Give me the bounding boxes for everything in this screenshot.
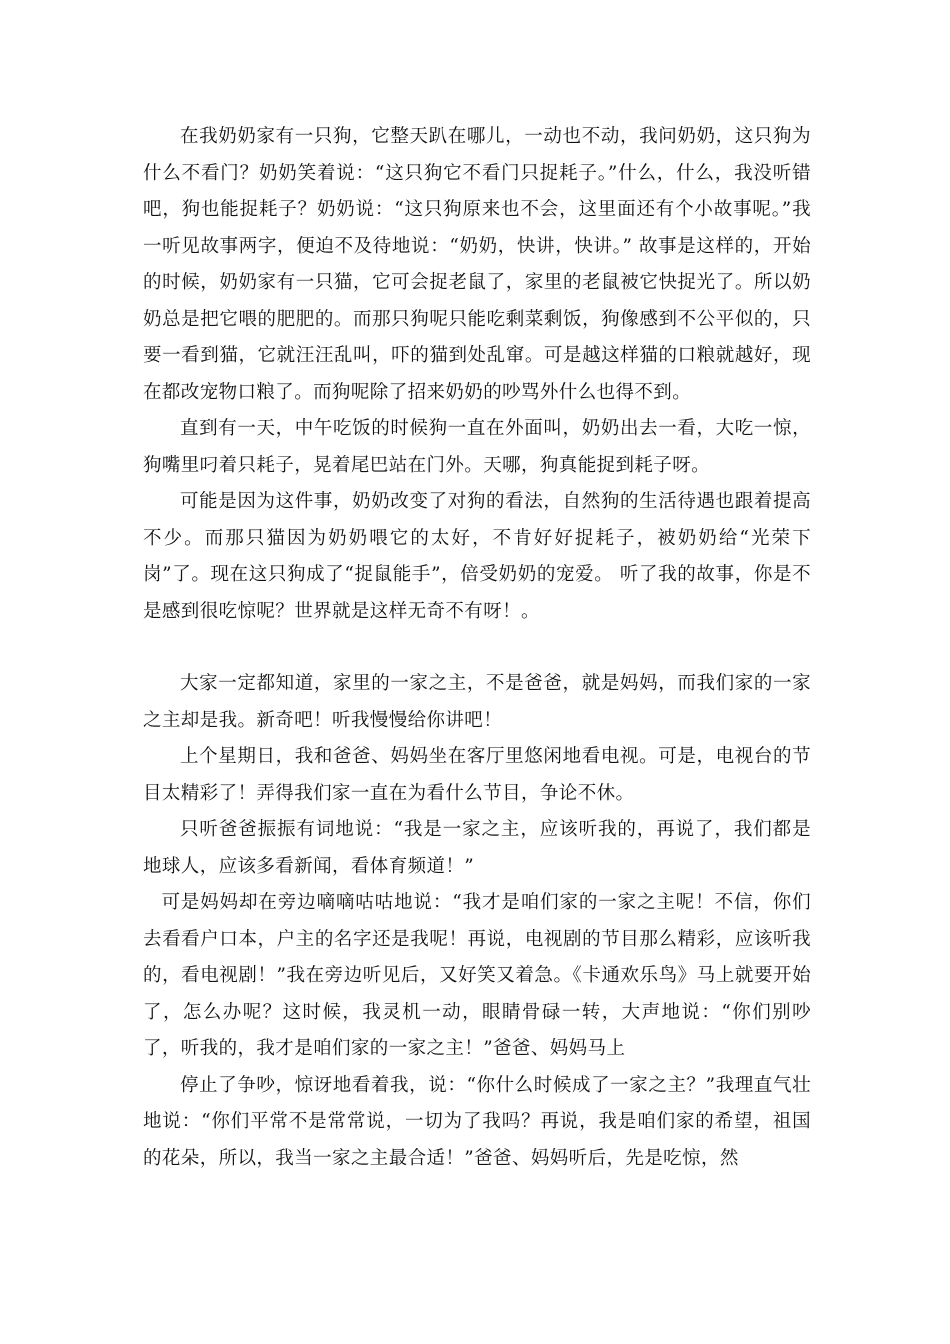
story1-paragraph-1: 在我奶奶家有一只狗，它整天趴在哪儿，一动也不动，我问奶奶，这只狗为什么不看门？奶奶笑着说：“这只狗它不看门只捉耗子。”什么，什么，我没听错吧，狗也能捉耗子？奶奶说：“这只狗原来也不会，这里面还有个小故事呢。”我一听见故事两字，便迫不及待地说：“奶奶，快讲，快讲。” 故事是这样的，开始的时候，奶奶家有一只猫，它可会捉老鼠了，家里的老鼠被它快捉光了。所以奶奶总是把它喂的肥肥的。而那只狗呢只能吃剩菜剩饭，狗像感到不公平似的，只要一看到猫，它就汪汪乱叫，吓的猫到处乱窜。可是越这样猫的口粮就越好，现在都改宠物口粮了。而狗呢除了招来奶奶的吵骂外什么也得不到。 <box>143 126 811 403</box>
story2-paragraph-2: 上个星期日，我和爸爸、妈妈坐在客厅里悠闲地看电视。可是，电视台的节目太精彩了！弄得我们家一直在为看什么节目，争论不休。 <box>143 746 811 804</box>
story1-paragraph-2: 直到有一天，中午吃饭的时候狗一直在外面叫，奶奶出去一看，大吃一惊，狗嘴里叼着只耗子，晃着尾巴站在门外。天哪，狗真能捉到耗子呀。 <box>143 418 811 476</box>
story1-paragraph-3: 可能是因为这件事，奶奶改变了对狗的看法，自然狗的生活待遇也跟着提高不少。而那只猫因为奶奶喂它的太好，不肯好好捉耗子，被奶奶给“光荣下岗”了。现在这只狗成了“捉鼠能手”，倍受奶奶的宠爱。 听了我的故事，你是不是感到很吃惊呢？世界就是这样无奇不有呀！。 <box>143 491 811 622</box>
section-gap <box>143 630 811 666</box>
story2-paragraph-4: 可是妈妈却在旁边嘀嘀咕咕地说：“我才是咱们家的一家之主呢！不信，你们去看看户口本，户主的名字还是我呢！再说，电视剧的节目那么精彩，应该听我的，看电视剧！”我在旁边听见后，又好笑又着急。《卡通欢乐鸟》马上就要开始了，怎么办呢？这时候，我灵机一动，眼睛骨碌一转，大声地说：“你们别吵了，听我的，我才是咱们家的一家之主！”爸爸、妈妈马上 <box>143 892 811 1059</box>
story2-paragraph-3: 只听爸爸振振有词地说：“我是一家之主，应该听我的，再说了，我们都是地球人，应该多看新闻，看体育频道！” <box>143 819 811 877</box>
document-body <box>143 119 811 1177</box>
story2-paragraph-5: 停止了争吵，惊讶地看着我，说：“你什么时候成了一家之主？”我理直气壮地说：“你们平常不是常常说，一切为了我吗？再说，我是咱们家的希望，祖国的花朵，所以，我当一家之主最合适！”爸爸、妈妈听后，先是吃惊，然 <box>143 1074 811 1169</box>
story2-paragraph-1: 大家一定都知道，家里的一家之主，不是爸爸，就是妈妈，而我们家的一家之主却是我。新奇吧！听我慢慢给你讲吧！ <box>143 673 811 731</box>
